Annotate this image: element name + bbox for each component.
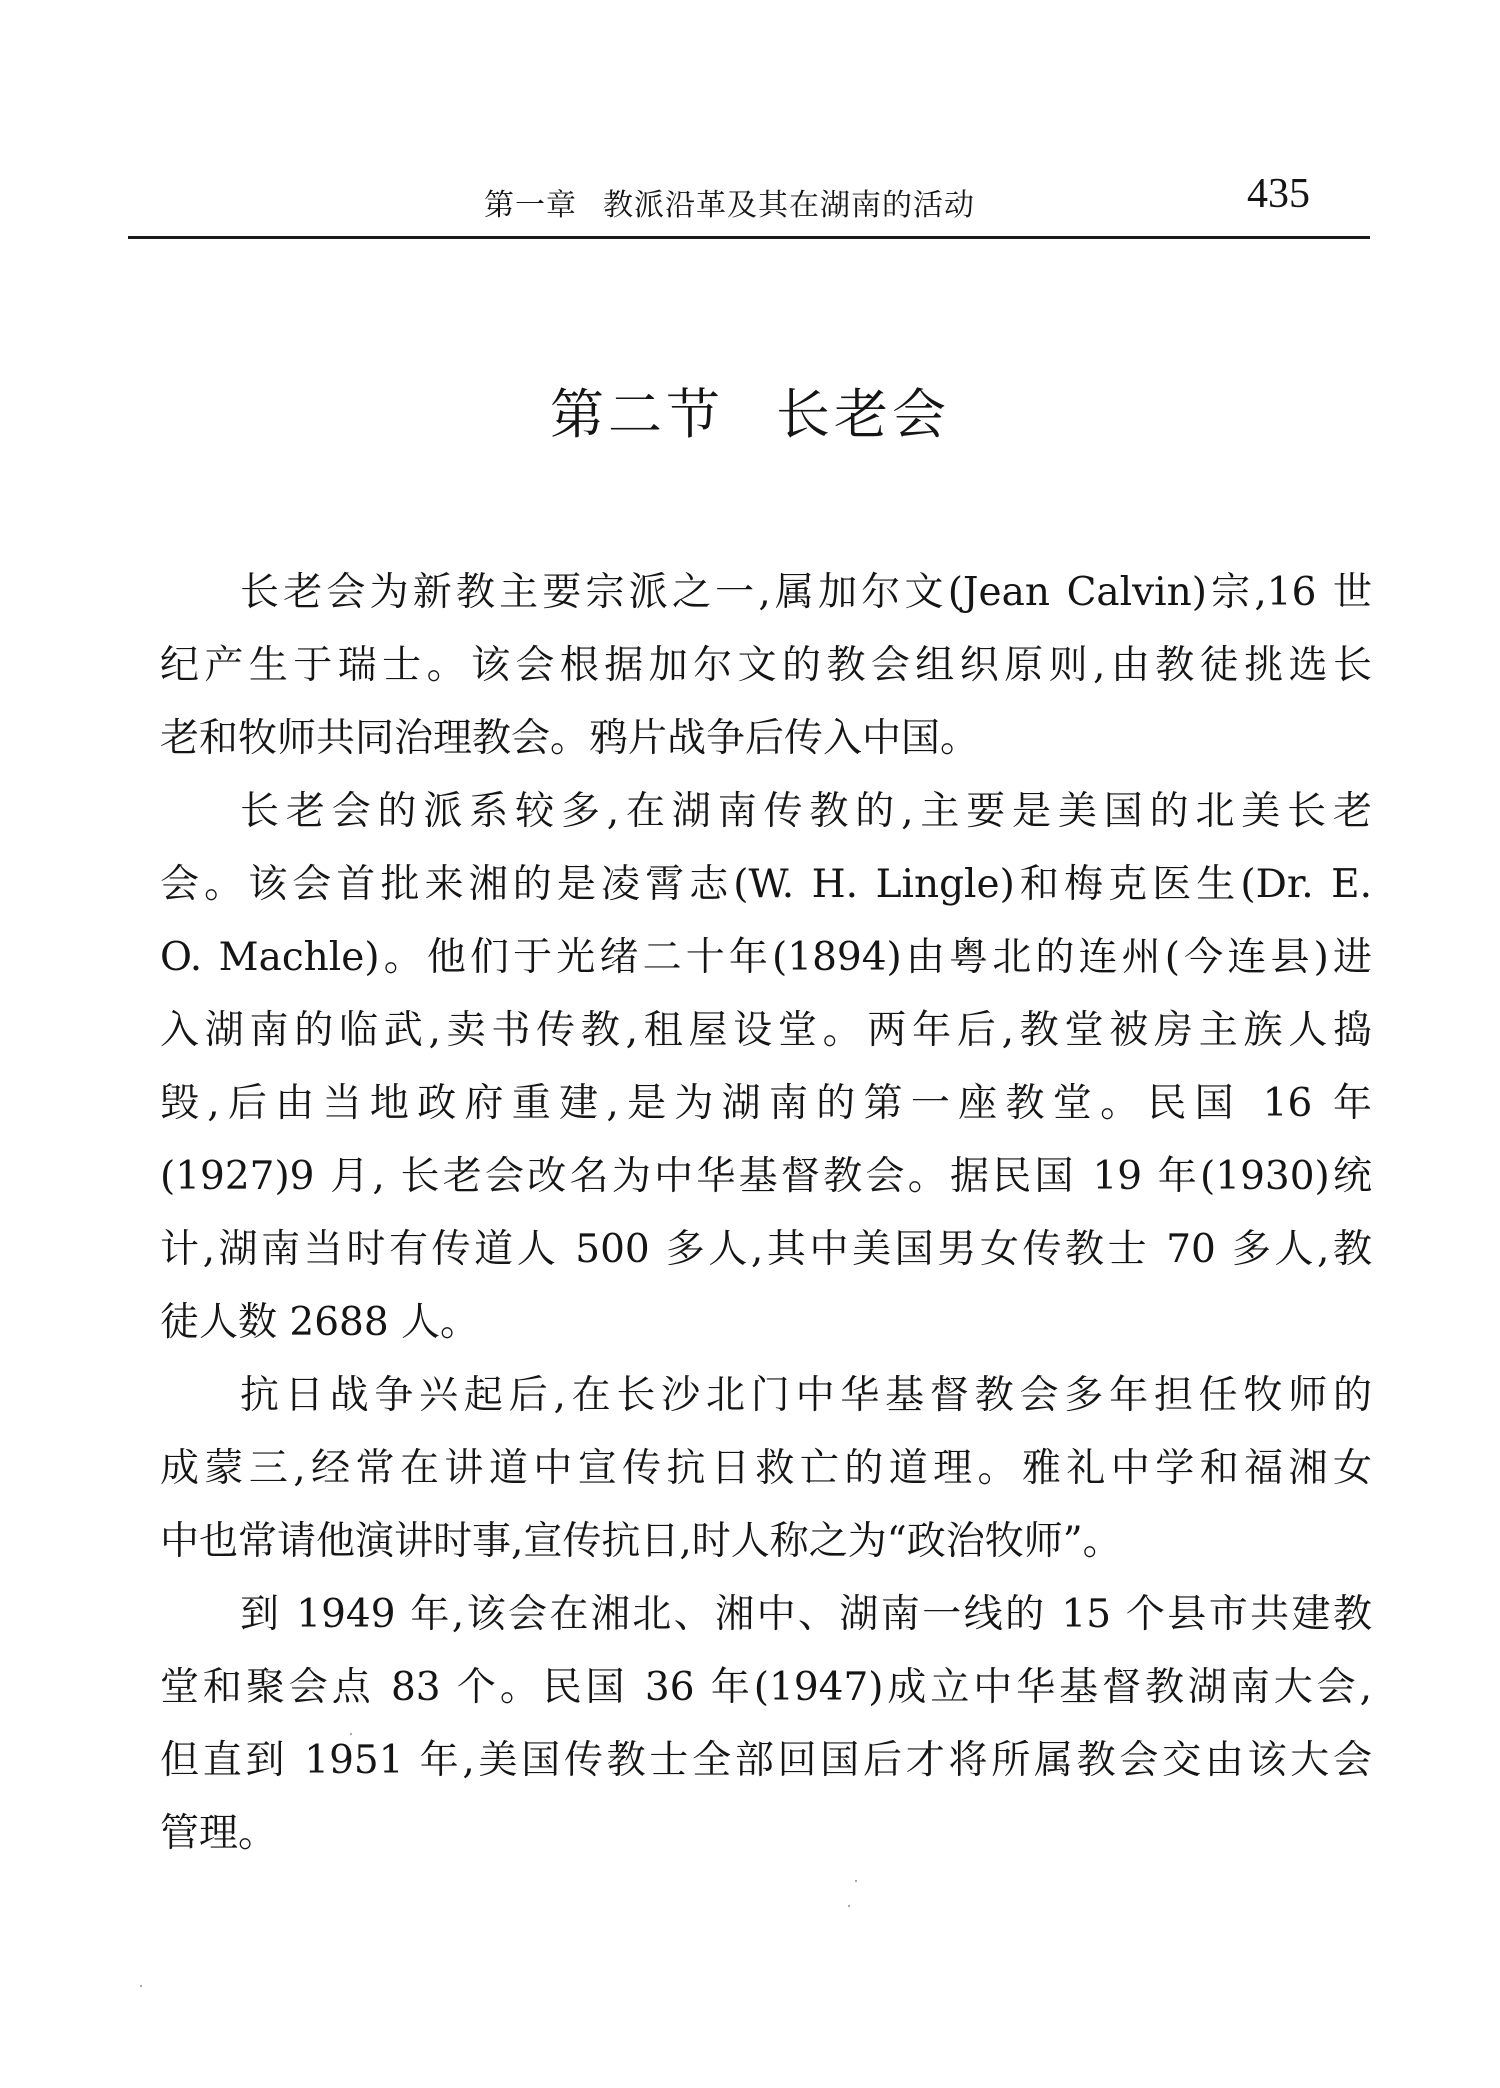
running-header <box>128 168 1370 228</box>
running-header-title <box>484 180 975 224</box>
text-line: 但直到 1951 年,美国传教士全部回国后才将所属教会交由该大会 <box>160 1738 1372 1783</box>
page-number: 435 <box>1247 171 1310 217</box>
scan-speck <box>855 1880 857 1882</box>
text-line: 计,湖南当时有传道人 500 多人,其中美国男女传教士 70 多人,教 <box>160 1227 1372 1272</box>
body-text <box>160 556 1372 1870</box>
text-line: 长老会的派系较多,在湖南传教的,主要是美国的北美长老 <box>240 789 1372 834</box>
text-line: 抗日战争兴起后,在长沙北门中华基督教会多年担任牧师的 <box>240 1373 1372 1418</box>
text-line: 入湖南的临武,卖书传教,租屋设堂。两年后,教堂被房主族人捣 <box>160 1008 1372 1053</box>
chapter-title: 教派沿革及其在湖南的活动 <box>603 188 975 223</box>
scan-speck <box>140 1985 142 1987</box>
paragraph-4 <box>160 1578 1372 1870</box>
text-line: 会。该会首批来湘的是凌霄志(W. H. Lingle)和梅克医生(Dr. E. <box>160 862 1372 907</box>
paragraph-3 <box>160 1359 1372 1578</box>
text-line: 徒人数 2688 人。 <box>160 1300 480 1345</box>
text-line: 管理。 <box>160 1811 278 1856</box>
text-line: (1927)9 月, 长老会改名为中华基督教会。据民国 19 年(1930)统 <box>160 1154 1372 1199</box>
text-line: 到 1949 年,该会在湘北、湘中、湖南一线的 15 个县市共建教 <box>240 1592 1372 1637</box>
section-name: 长老会 <box>776 383 950 446</box>
section-number: 第二节 <box>550 383 724 446</box>
text-line: O. Machle)。他们于光绪二十年(1894)由粤北的连州(今连县)进 <box>160 935 1372 980</box>
section-title <box>0 372 1500 449</box>
text-line: 中也常请他演讲时事,宣传抗日,时人称之为“政治牧师”。 <box>160 1519 1122 1564</box>
header-rule <box>128 236 1370 239</box>
text-line: 老和牧师共同治理教会。鸦片战争后传入中国。 <box>160 716 980 761</box>
text-line: 堂和聚会点 83 个。民国 36 年(1947)成立中华基督教湖南大会, <box>160 1665 1372 1710</box>
text-line: 成蒙三,经常在讲道中宣传抗日救亡的道理。雅礼中学和福湘女 <box>160 1446 1372 1491</box>
scan-speck <box>848 1905 850 1907</box>
text-line: 毁,后由当地政府重建,是为湖南的第一座教堂。民国 16 年 <box>160 1081 1372 1126</box>
chapter-label: 第一章 <box>484 188 577 223</box>
text-line: 长老会为新教主要宗派之一,属加尔文(Jean Calvin)宗,16 世 <box>240 570 1372 615</box>
scan-speck <box>350 1733 352 1735</box>
paragraph-2 <box>160 775 1372 1359</box>
paragraph-1 <box>160 556 1372 775</box>
text-line: 纪产生于瑞士。该会根据加尔文的教会组织原则,由教徒挑选长 <box>160 643 1372 688</box>
